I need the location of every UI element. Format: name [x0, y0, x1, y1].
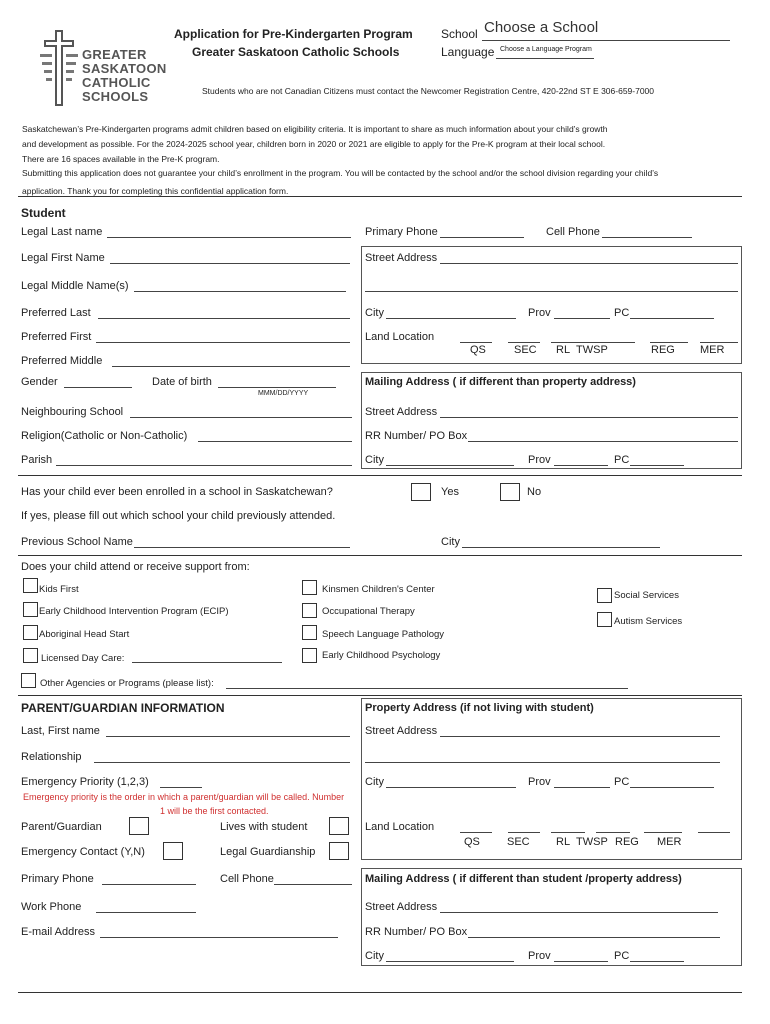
- land-reg-field[interactable]: [650, 342, 688, 343]
- student-mailing-prov-label: Prov: [528, 454, 551, 466]
- land-reg-label: REG: [651, 344, 675, 356]
- student-mailing-street-label: Street Address: [365, 406, 438, 418]
- previous-school-field[interactable]: [134, 547, 350, 548]
- property-land-sec-label: SEC: [507, 836, 530, 848]
- work-phone-field[interactable]: [96, 912, 196, 913]
- newcomer-notice: Students who are not Canadian Citizens must contact the Newcomer Registration Centre, 420-22nd ST E 306-659-7000: [202, 86, 655, 96]
- aboriginal-checkbox[interactable]: [23, 625, 38, 640]
- guardian-primary-phone-label: Primary Phone: [21, 873, 94, 885]
- student-prov-field[interactable]: [554, 318, 610, 319]
- kinsmen-label: Kinsmen Children's Center: [322, 584, 435, 595]
- student-land-location-label: Land Location: [365, 331, 435, 343]
- parent-guardian-box[interactable]: [129, 817, 149, 835]
- logo-line-3: CATHOLIC: [82, 75, 151, 90]
- student-mailing-heading: Mailing Address ( if different than property address): [365, 376, 636, 388]
- cross-logo-icon: [40, 30, 80, 106]
- guardian-mailing-city-label: City: [365, 950, 384, 962]
- student-street-field[interactable]: [440, 263, 738, 264]
- ecpsych-label: Early Childhood Psychology: [322, 650, 441, 661]
- student-mailing-street-field[interactable]: [440, 417, 738, 418]
- previous-city-field[interactable]: [462, 547, 660, 548]
- student-heading: Student: [21, 206, 66, 220]
- emergency-priority-label: Emergency Priority (1,2,3): [21, 776, 149, 788]
- lives-with-box[interactable]: [329, 817, 349, 835]
- legal-guardianship-label: Legal Guardianship: [220, 846, 316, 858]
- preferred-first-field[interactable]: [96, 342, 350, 343]
- property-land-reg-field[interactable]: [644, 832, 682, 833]
- student-pc-field[interactable]: [630, 318, 714, 319]
- relationship-field[interactable]: [94, 762, 350, 763]
- guardian-mailing-prov-label: Prov: [528, 950, 551, 962]
- property-prov-label: Prov: [528, 776, 551, 788]
- previous-school-label: Previous School Name: [21, 536, 133, 548]
- student-street-label: Street Address: [365, 252, 438, 264]
- legal-last-label: Legal Last name: [21, 226, 103, 238]
- guardian-mailing-city-field[interactable]: [386, 961, 514, 962]
- property-land-twsp-label: TWSP: [576, 836, 608, 848]
- other-agencies-checkbox[interactable]: [21, 673, 36, 688]
- intro-line-4: Submitting this application does not guarantee your child’s enrollment in the program. You will be contacted by the school and/or the school division regarding your child’s: [22, 168, 659, 178]
- property-land-location-label: Land Location: [365, 821, 435, 833]
- land-sec-field[interactable]: [508, 342, 540, 343]
- gender-field[interactable]: [64, 387, 132, 388]
- language-label: Language: [441, 45, 495, 59]
- logo-line-1: GREATER: [82, 47, 147, 62]
- other-agencies-label: Other Agencies or Programs (please list):: [40, 678, 214, 689]
- guardian-mailing-pc-label: PC: [614, 950, 630, 962]
- ot-label: Occupational Therapy: [322, 606, 415, 617]
- student-rr-label: RR Number/ PO Box: [365, 430, 468, 442]
- property-land-rl-label: RL: [556, 836, 571, 848]
- guardian-heading: PARENT/GUARDIAN INFORMATION: [21, 701, 225, 715]
- religion-field[interactable]: [198, 441, 352, 442]
- student-mailing-pc-field[interactable]: [630, 465, 684, 466]
- property-land-sec-field[interactable]: [508, 832, 540, 833]
- intro-line-5: application. Thank you for completing this confidential application form.: [22, 186, 289, 196]
- supports-question: Does your child attend or receive support from:: [21, 561, 250, 573]
- legal-first-label: Legal First Name: [21, 252, 105, 264]
- land-mer-field[interactable]: [700, 342, 738, 343]
- emergency-priority-field[interactable]: [160, 787, 202, 788]
- work-phone-label: Work Phone: [21, 901, 82, 913]
- land-twsp-label: TWSP: [576, 344, 608, 356]
- intro-line-3: There are 16 spaces available in the Pre-K program.: [22, 154, 220, 164]
- primary-phone-label: Primary Phone: [365, 226, 438, 238]
- logo: [40, 30, 167, 108]
- student-mailing-city-label: City: [365, 454, 384, 466]
- other-agencies-field[interactable]: [226, 688, 628, 689]
- property-land-mer-field[interactable]: [698, 832, 730, 833]
- enrolled-yes-label: Yes: [441, 486, 459, 498]
- property-land-reg-label: REG: [615, 836, 639, 848]
- relationship-label: Relationship: [21, 751, 82, 763]
- logo-line-2: SASKATOON: [82, 61, 167, 76]
- slp-checkbox[interactable]: [302, 625, 317, 640]
- school-select[interactable]: Choose a School: [484, 19, 599, 36]
- guardian-mailing-street-field[interactable]: [440, 912, 718, 913]
- land-qs-field[interactable]: [460, 342, 492, 343]
- guardian-cell-phone-field[interactable]: [274, 884, 352, 885]
- student-city-field[interactable]: [386, 318, 516, 319]
- legal-last-field[interactable]: [107, 237, 351, 238]
- lives-with-label: Lives with student: [220, 821, 308, 833]
- preferred-last-label: Preferred Last: [21, 307, 91, 319]
- social-services-checkbox[interactable]: [597, 588, 612, 603]
- ecpsych-checkbox[interactable]: [302, 648, 317, 663]
- priority-note-2: 1 will be the first contacted.: [160, 806, 269, 816]
- neighbouring-school-label: Neighbouring School: [21, 406, 124, 418]
- neighbouring-school-field[interactable]: [130, 417, 352, 418]
- cell-phone-label: Cell Phone: [546, 226, 600, 238]
- student-mailing-pc-label: PC: [614, 454, 630, 466]
- student-rr-field[interactable]: [468, 441, 738, 442]
- student-city-label: City: [365, 307, 384, 319]
- social-services-label: Social Services: [614, 590, 679, 601]
- guardian-rr-label: RR Number/ PO Box: [365, 926, 468, 938]
- email-label: E-mail Address: [21, 926, 95, 938]
- daycare-field[interactable]: [132, 662, 282, 663]
- language-select[interactable]: Choose a Language Program: [500, 46, 592, 53]
- guardian-mailing-heading: Mailing Address ( if different than student /property address): [365, 873, 682, 885]
- enrolled-no-checkbox[interactable]: [500, 483, 520, 501]
- student-street-field-2[interactable]: [365, 291, 738, 292]
- land-sec-label: SEC: [514, 344, 537, 356]
- enrolled-yes-checkbox[interactable]: [411, 483, 431, 501]
- ecip-checkbox[interactable]: [23, 602, 38, 617]
- cell-phone-field[interactable]: [602, 237, 692, 238]
- ecip-label: Early Childhood Intervention Program (ECIP): [39, 606, 229, 617]
- intro-line-1: Saskatchewan’s Pre-Kindergarten programs admit children based on eligibility criteria. It is important to share as much information about your child’s growth: [22, 124, 608, 134]
- email-field[interactable]: [100, 937, 338, 938]
- guardian-cell-phone-label: Cell Phone: [220, 873, 274, 885]
- dob-field[interactable]: [218, 387, 336, 388]
- preferred-middle-field[interactable]: [112, 366, 350, 367]
- form-subtitle: Greater Saskatoon Catholic Schools: [192, 45, 400, 59]
- property-land-mer-label: MER: [657, 836, 682, 848]
- kids-first-checkbox[interactable]: [23, 578, 38, 593]
- student-prov-label: Prov: [528, 307, 551, 319]
- legal-first-field[interactable]: [110, 263, 350, 264]
- student-mailing-prov-field[interactable]: [554, 465, 608, 466]
- property-street-field-2[interactable]: [365, 762, 720, 763]
- parent-guardian-label: Parent/Guardian: [21, 821, 102, 833]
- student-mailing-city-field[interactable]: [386, 465, 514, 466]
- aboriginal-label: Aboriginal Head Start: [39, 629, 130, 640]
- legal-guardianship-box[interactable]: [329, 842, 349, 860]
- daycare-checkbox[interactable]: [23, 648, 38, 663]
- previous-city-label: City: [441, 536, 460, 548]
- land-qs-label: QS: [470, 344, 486, 356]
- guardian-rr-field[interactable]: [468, 937, 720, 938]
- student-pc-label: PC: [614, 307, 630, 319]
- legal-middle-field[interactable]: [134, 291, 346, 292]
- parish-label: Parish: [21, 454, 53, 466]
- primary-phone-field[interactable]: [440, 237, 524, 238]
- preferred-first-label: Preferred First: [21, 331, 92, 343]
- ot-checkbox[interactable]: [302, 603, 317, 618]
- form-title: Application for Pre-Kindergarten Program: [174, 27, 413, 41]
- guardian-primary-phone-field[interactable]: [102, 884, 196, 885]
- property-city-field[interactable]: [386, 787, 516, 788]
- logo-line-4: SCHOOLS: [82, 89, 149, 104]
- guardian-name-field[interactable]: [106, 736, 350, 737]
- property-street-field[interactable]: [440, 736, 720, 737]
- legal-middle-label: Legal Middle Name(s): [21, 280, 129, 292]
- guardian-mailing-prov-field[interactable]: [554, 961, 608, 962]
- enrolled-question: Has your child ever been enrolled in a school in Saskatchewan?: [21, 486, 333, 498]
- property-pc-label: PC: [614, 776, 630, 788]
- property-land-qs-field[interactable]: [460, 832, 492, 833]
- slp-label: Speech Language Pathology: [322, 629, 445, 640]
- guardian-name-label: Last, First name: [21, 725, 100, 737]
- dob-hint: MMM/DD/YYYY: [258, 390, 309, 397]
- land-rl-twsp-field[interactable]: [551, 342, 635, 343]
- gender-label: Gender: [21, 376, 58, 388]
- preferred-last-field[interactable]: [98, 318, 350, 319]
- priority-note-1: Emergency priority is the order in which a parent/guardian will be called. Number: [23, 792, 345, 802]
- intro-line-2: and development as possible. For the 2024-2025 school year, children born in 2020 or 2021 are eligible to apply for the Pre-K program at their local school.: [22, 139, 606, 149]
- property-address-box: [361, 698, 742, 860]
- daycare-label: Licensed Day Care:: [41, 653, 125, 664]
- land-mer-label: MER: [700, 344, 725, 356]
- enrolled-no-label: No: [527, 486, 542, 498]
- if-yes-text: If yes, please fill out which school your child previously attended.: [21, 510, 336, 522]
- autism-services-label: Autism Services: [614, 616, 683, 627]
- guardian-mailing-pc-field[interactable]: [630, 961, 684, 962]
- property-pc-field[interactable]: [630, 787, 714, 788]
- property-city-label: City: [365, 776, 384, 788]
- autism-services-checkbox[interactable]: [597, 612, 612, 627]
- property-land-twsp-field[interactable]: [596, 832, 630, 833]
- emergency-contact-box[interactable]: [163, 842, 183, 860]
- preferred-middle-label: Preferred Middle: [21, 355, 103, 367]
- dob-label: Date of birth: [152, 376, 212, 388]
- religion-label: Religion(Catholic or Non-Catholic): [21, 430, 188, 442]
- property-heading: Property Address (if not living with student): [365, 702, 594, 714]
- kids-first-label: Kids First: [39, 584, 79, 595]
- property-street-label: Street Address: [365, 725, 438, 737]
- guardian-mailing-street-label: Street Address: [365, 901, 438, 913]
- property-prov-field[interactable]: [554, 787, 610, 788]
- parish-field[interactable]: [56, 465, 352, 466]
- property-land-rl-field[interactable]: [551, 832, 585, 833]
- emergency-contact-label: Emergency Contact (Y,N): [21, 846, 145, 858]
- property-land-qs-label: QS: [464, 836, 480, 848]
- school-label: School: [441, 27, 478, 41]
- land-rl-label: RL: [556, 344, 571, 356]
- kinsmen-checkbox[interactable]: [302, 580, 317, 595]
